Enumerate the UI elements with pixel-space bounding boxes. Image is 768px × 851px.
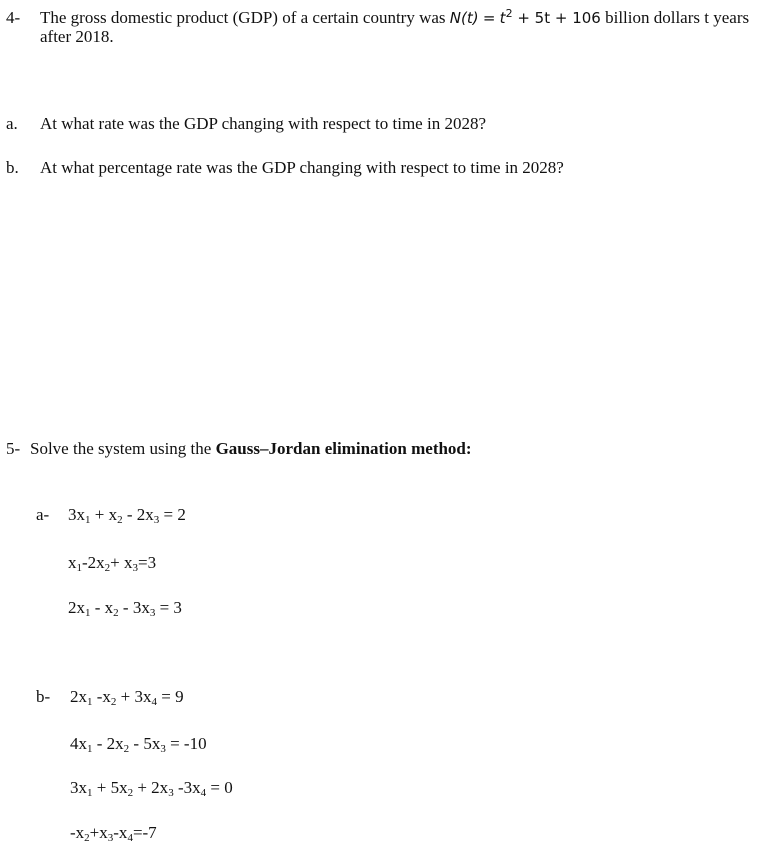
equation-b4: $-x_2+x_3-x_4=-7$ (70, 823, 157, 844)
equation-b2: $4x_1 - 2x_2 - 5x_3 = -10$ (70, 734, 207, 755)
question-4a-label: a. (6, 114, 18, 133)
question-4-line-1 (40, 8, 749, 28)
question-4b-label: b. (6, 158, 19, 177)
question-4-line-2: after 2018. (40, 27, 114, 46)
equation-a3: $2x_1 - x_2 - 3x_3 = 3$ (68, 598, 182, 619)
question-4-intro: The gross domestic product (GDP) of a certain country was (40, 8, 446, 27)
question-5-method: Gauss–Jordan elimination method: (215, 439, 472, 458)
equation-b1: $2x_1$ $-x_2 + 3x_4 = 9$ (70, 687, 184, 708)
question-5-number: 5- (6, 439, 21, 458)
equals-sign: = (482, 9, 496, 27)
question-5-instruction-line (30, 439, 472, 459)
function-expression: $t^2 + 5t + 106$ (499, 7, 601, 27)
question-5a-label: a- (36, 505, 50, 524)
question-5-instruction: Solve the system using the (30, 439, 212, 458)
equation-a2: $x_1-2x_2+ x_3=3$ (68, 553, 157, 574)
question-5b-label: b- (36, 687, 51, 706)
equation-b3: $3x_1 + 5x_2 + 2x_3$ $-3x_4 = 0$ (70, 778, 233, 799)
question-4-tail: billion dollars t years (605, 8, 750, 27)
function-name: N(t) (449, 9, 479, 27)
equation-a1: $3x_1 + x_2 - 2x_3 = 2$ (68, 505, 186, 526)
question-4a-text: At what rate was the GDP changing with respect to time in 2028? (40, 114, 486, 133)
question-4-number: 4- (6, 8, 21, 27)
question-4b-text: At what percentage rate was the GDP changing with respect to time in 2028? (40, 158, 564, 177)
